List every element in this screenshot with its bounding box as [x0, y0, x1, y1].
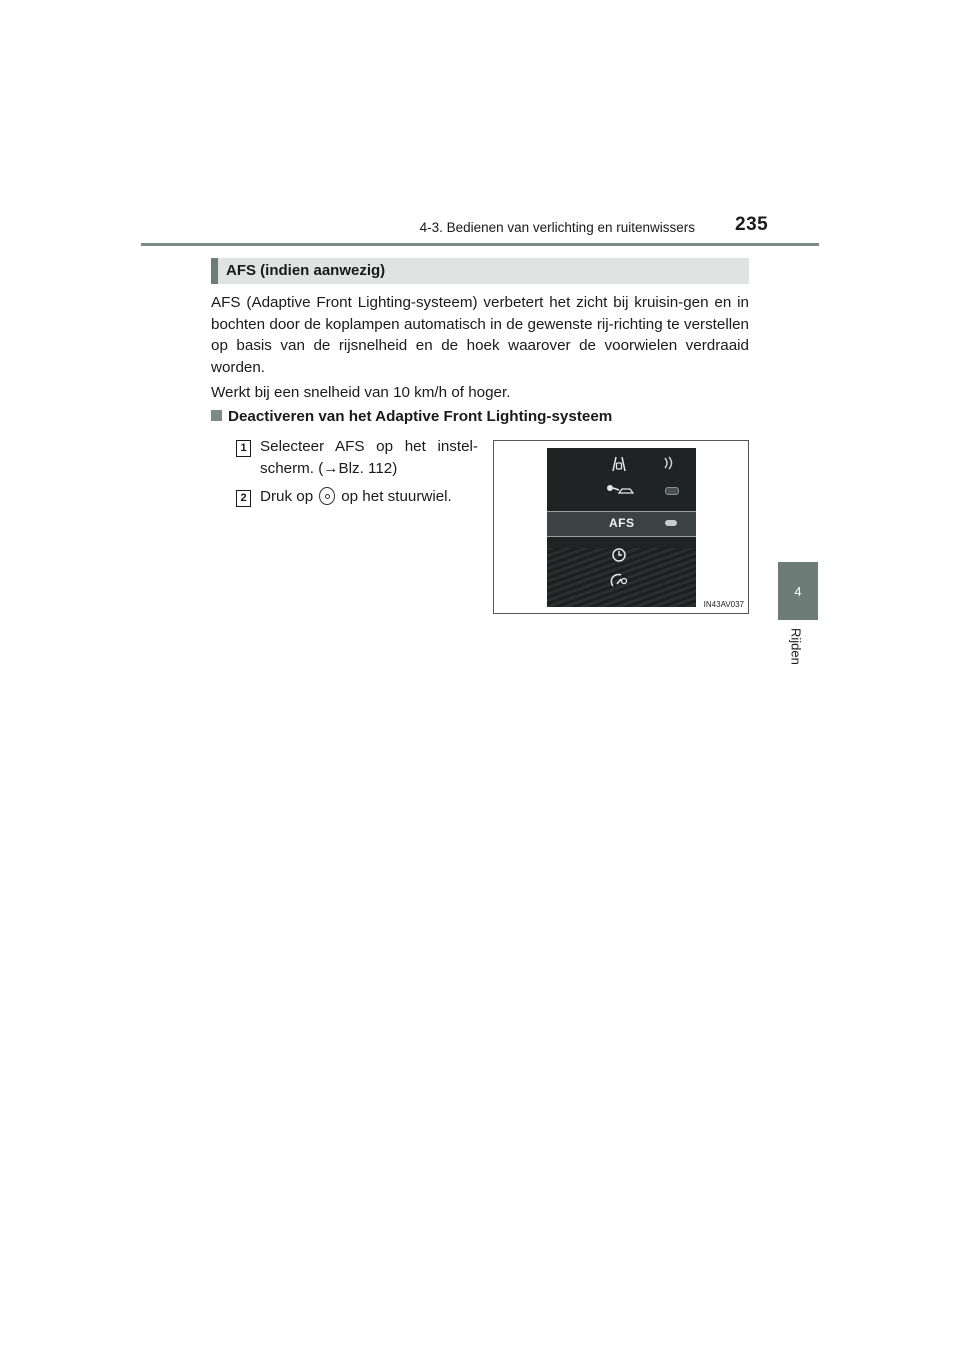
chapter-tab[interactable]: [778, 562, 818, 620]
step-1-text-before: Selecteer AFS op het instel-scherm. (: [260, 438, 478, 477]
subsection-title: Deactiveren van het Adaptive Front Lighting-systeem: [228, 408, 613, 425]
chapter-tab-number: 4: [794, 583, 802, 599]
step-text-1: [260, 436, 478, 479]
menu-row-settings: [547, 568, 696, 592]
status-pill-on: [665, 520, 677, 526]
header-divider: [141, 243, 819, 246]
clock-icon: [609, 546, 629, 564]
figure-code: IN43AV037: [703, 600, 744, 609]
section-title: AFS (indien aanwezig): [226, 262, 386, 279]
menu-row-afs[interactable]: [547, 511, 696, 537]
square-bullet-icon: [211, 410, 222, 421]
speed-paragraph: Werkt bij een snelheid van 10 km/h of hoger.: [211, 384, 511, 401]
instrument-display: [547, 448, 696, 607]
afs-settings-figure: [493, 440, 749, 614]
headlight-car-icon: [605, 481, 635, 499]
subsection-heading: [211, 408, 612, 425]
step-number-2: 2: [236, 490, 251, 507]
status-pill-off: [665, 487, 679, 495]
arrow-right-icon: →: [323, 459, 339, 477]
menu-row-clock: [547, 543, 696, 567]
menu-row-lane: [547, 452, 696, 476]
speed-settings-icon: [609, 571, 629, 589]
section-accent: [211, 258, 218, 284]
intro-paragraph: AFS (Adaptive Front Lighting-systeem) verbetert het zicht bij kruisin-gen en in bochten door de koplampen automatisch in de gewenste rij-richting te verstellen op basis van de rijsnelheid en de hoek waarover de voorwielen verdraaid worden.: [211, 294, 749, 376]
radar-status-icon: [661, 456, 677, 470]
steering-wheel-button-icon: [319, 487, 335, 505]
chapter-title: 4-3. Bedienen van verlichting en ruitenwissers: [419, 220, 695, 235]
step-number-1: 1: [236, 440, 251, 457]
lane-assist-icon: [609, 455, 629, 473]
afs-menu-label: AFS: [609, 516, 635, 530]
step-text-2: [260, 486, 478, 508]
chapter-tab-label: Rijden: [788, 628, 804, 665]
step-2-text-before: Druk op: [260, 488, 314, 505]
page-reference-link[interactable]: Blz. 112): [338, 459, 398, 477]
section-heading: [211, 258, 749, 284]
page-number: 235: [735, 214, 769, 235]
step-2-text-after: op het stuurwiel.: [341, 488, 452, 505]
menu-row-headlight: [547, 478, 696, 502]
